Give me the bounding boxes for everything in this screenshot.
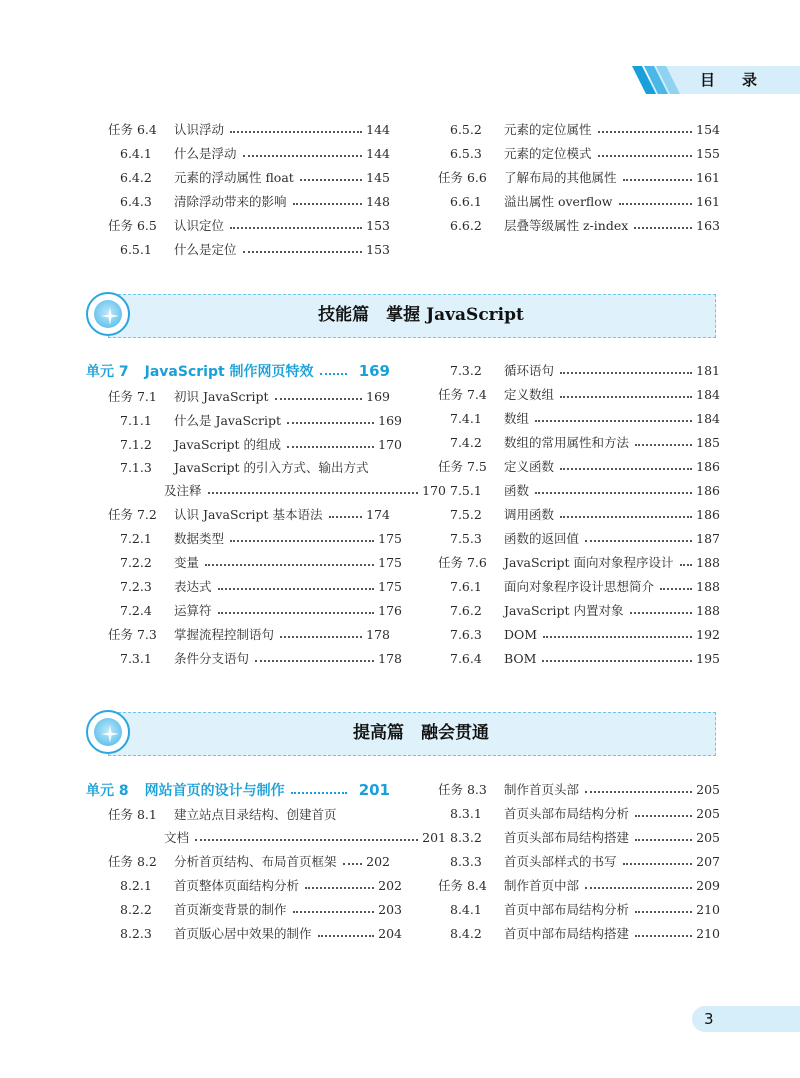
dot-leader bbox=[585, 791, 692, 793]
entry-page: 186 bbox=[696, 506, 720, 522]
entry-page: 144 bbox=[366, 121, 390, 137]
entry-number: 任务 7.2 bbox=[108, 507, 157, 522]
entry-page: 185 bbox=[696, 434, 720, 450]
entry-title: 首页渐变背景的制作 bbox=[174, 902, 287, 917]
entry-page: 175 bbox=[378, 578, 402, 594]
entry-page: 207 bbox=[696, 853, 720, 869]
entry-number: 任务 7.3 bbox=[108, 627, 157, 642]
toc-entry[interactable] bbox=[438, 382, 720, 406]
toc-entry[interactable] bbox=[438, 897, 720, 921]
dot-leader bbox=[560, 516, 692, 518]
entry-number: 7.1.3 bbox=[120, 459, 152, 475]
toc-entry[interactable] bbox=[438, 406, 720, 430]
dot-leader bbox=[623, 179, 693, 181]
entry-number: 任务 6.4 bbox=[108, 122, 157, 137]
entry-title: 建立站点目录结构、创建首页 bbox=[174, 807, 337, 822]
toc-entry[interactable] bbox=[108, 873, 402, 897]
entry-title: JavaScript 内置对象 bbox=[504, 603, 624, 618]
toc-entry[interactable] bbox=[108, 646, 402, 670]
dot-leader bbox=[560, 396, 692, 398]
toc-entry[interactable] bbox=[438, 574, 720, 598]
entry-number: 6.4.3 bbox=[120, 193, 152, 209]
entry-title: 面向对象程序设计思想简介 bbox=[504, 579, 655, 594]
toc-entry[interactable] bbox=[108, 237, 390, 261]
dot-leader bbox=[542, 660, 692, 662]
dot-leader bbox=[287, 446, 374, 448]
entry-number: 任务 7.5 bbox=[438, 459, 487, 474]
toc-entry[interactable] bbox=[438, 454, 720, 478]
toc-entry[interactable] bbox=[438, 141, 720, 165]
entry-title: 溢出属性 overflow bbox=[504, 194, 613, 209]
dot-leader bbox=[300, 179, 362, 181]
toc-entry[interactable] bbox=[108, 141, 390, 165]
entry-title: 元素的定位模式 bbox=[504, 146, 592, 161]
entry-number: 6.6.2 bbox=[450, 217, 482, 233]
entry-number: 7.2.1 bbox=[120, 530, 152, 546]
toc-column-left-1 bbox=[108, 117, 390, 261]
entry-number: 8.3.1 bbox=[450, 805, 482, 821]
entry-title: 层叠等级属性 z-index bbox=[504, 218, 629, 233]
entry-page: 161 bbox=[696, 193, 720, 209]
entry-page: 195 bbox=[696, 650, 720, 666]
toc-entry[interactable] bbox=[108, 432, 402, 456]
toc-entry[interactable] bbox=[108, 526, 402, 550]
entry-number: 7.4.1 bbox=[450, 410, 482, 426]
toc-column-right-2 bbox=[438, 358, 720, 670]
entry-title: 认识浮动 bbox=[174, 122, 225, 137]
entry-page: 210 bbox=[696, 925, 720, 941]
entry-number: 7.1.2 bbox=[120, 436, 152, 452]
entry-number: 8.3.3 bbox=[450, 853, 482, 869]
toc-entry[interactable] bbox=[108, 502, 390, 526]
toc-entry[interactable] bbox=[438, 849, 720, 873]
toc-entry[interactable] bbox=[108, 478, 446, 502]
toc-entry[interactable] bbox=[108, 408, 402, 432]
dot-leader bbox=[343, 863, 363, 865]
entry-title: 制作首页头部 bbox=[504, 782, 580, 797]
entry-number: 7.4.2 bbox=[450, 434, 482, 450]
dot-leader bbox=[291, 792, 347, 794]
toc-entry[interactable] bbox=[438, 478, 720, 502]
entry-title: 了解布局的其他属性 bbox=[504, 170, 617, 185]
entry-title: 定义数组 bbox=[504, 387, 555, 402]
entry-page: 205 bbox=[696, 781, 720, 797]
entry-page: 202 bbox=[378, 877, 402, 893]
toc-column-left-2 bbox=[86, 358, 446, 670]
entry-page: 209 bbox=[696, 877, 720, 893]
entry-number: 6.5.1 bbox=[120, 241, 152, 257]
entry-title: 什么是浮动 bbox=[174, 146, 237, 161]
entry-title: JavaScript 制作网页特效 bbox=[144, 364, 314, 380]
toc-entry[interactable] bbox=[438, 550, 720, 574]
dot-leader bbox=[598, 131, 693, 133]
dot-leader bbox=[208, 492, 419, 494]
entry-number: 7.6.2 bbox=[450, 602, 482, 618]
entry-page: 201 bbox=[358, 781, 390, 799]
entry-page: 186 bbox=[696, 458, 720, 474]
entry-page: 163 bbox=[696, 217, 720, 233]
sparkle-icon bbox=[98, 304, 122, 328]
toc-entry[interactable] bbox=[438, 502, 720, 526]
entry-number: 任务 6.5 bbox=[108, 218, 157, 233]
entry-page: 175 bbox=[378, 530, 402, 546]
toc-heading: 目 录 bbox=[700, 71, 764, 89]
page-number: 3 bbox=[704, 1010, 714, 1028]
entry-number: 任务 7.1 bbox=[108, 389, 157, 404]
entry-title: 及注释 bbox=[164, 483, 202, 498]
entry-number: 7.1.1 bbox=[120, 412, 152, 428]
toc-entry[interactable] bbox=[438, 117, 720, 141]
entry-title: 首页中部布局结构分析 bbox=[504, 902, 630, 917]
dot-leader bbox=[243, 155, 363, 157]
dot-leader bbox=[218, 588, 375, 590]
entry-title: 认识定位 bbox=[174, 218, 225, 233]
toc-entry[interactable] bbox=[108, 849, 390, 873]
part-banner-skills bbox=[86, 292, 716, 340]
toc-entry[interactable] bbox=[438, 165, 720, 189]
toc-entry[interactable] bbox=[108, 825, 446, 849]
toc-entry[interactable] bbox=[438, 921, 720, 945]
dot-leader bbox=[635, 444, 692, 446]
banner-title: 技能篇 掌握 JavaScript bbox=[318, 305, 524, 325]
dot-leader bbox=[623, 863, 693, 865]
entry-title: BOM bbox=[504, 650, 537, 666]
toc-entry[interactable] bbox=[108, 550, 402, 574]
entry-title: 分析首页结构、布局首页框架 bbox=[174, 854, 337, 869]
entry-page: 145 bbox=[366, 169, 390, 185]
entry-page: 170 bbox=[378, 436, 402, 452]
entry-page: 170 bbox=[422, 482, 446, 498]
banner-emblem bbox=[86, 710, 130, 754]
toc-entry[interactable] bbox=[438, 189, 720, 213]
entry-title: 循环语句 bbox=[504, 363, 555, 378]
dot-leader bbox=[634, 227, 692, 229]
dot-leader bbox=[660, 588, 692, 590]
entry-title: 清除浮动带来的影响 bbox=[174, 194, 287, 209]
entry-title: JavaScript 的引入方式、输出方式 bbox=[174, 460, 369, 475]
entry-title: 初识 JavaScript bbox=[174, 389, 269, 404]
toc-entry[interactable] bbox=[438, 526, 720, 550]
dot-leader bbox=[243, 251, 363, 253]
dot-leader bbox=[255, 660, 374, 662]
sparkle-icon bbox=[98, 722, 122, 746]
entry-title: 首页整体页面结构分析 bbox=[174, 878, 300, 893]
entry-page: 204 bbox=[378, 925, 402, 941]
entry-page: 178 bbox=[366, 626, 390, 642]
entry-number: 7.3.2 bbox=[450, 362, 482, 378]
toc-entry[interactable] bbox=[438, 801, 720, 825]
entry-page: 169 bbox=[366, 388, 390, 404]
entry-number: 7.2.2 bbox=[120, 554, 152, 570]
entry-number: 7.2.4 bbox=[120, 602, 152, 618]
entry-number: 6.5.2 bbox=[450, 121, 482, 137]
entry-title: 元素的浮动属性 float bbox=[174, 170, 294, 185]
toc-entry[interactable] bbox=[108, 456, 402, 478]
entry-number: 任务 8.1 bbox=[108, 807, 157, 822]
dot-leader bbox=[320, 373, 347, 375]
dot-leader bbox=[287, 422, 374, 424]
entry-title: 函数的返回值 bbox=[504, 531, 580, 546]
entry-title: 变量 bbox=[174, 555, 200, 570]
entry-page: 178 bbox=[378, 650, 402, 666]
entry-page: 161 bbox=[696, 169, 720, 185]
entry-page: 192 bbox=[696, 626, 720, 642]
entry-number: 任务 6.6 bbox=[438, 170, 487, 185]
entry-title: 首页头部样式的书写 bbox=[504, 854, 617, 869]
entry-page: 187 bbox=[696, 530, 720, 546]
entry-title: JavaScript 的组成 bbox=[174, 437, 282, 452]
dot-leader bbox=[635, 839, 692, 841]
dot-leader bbox=[535, 420, 692, 422]
dot-leader bbox=[280, 636, 362, 638]
entry-number: 任务 7.4 bbox=[438, 387, 487, 402]
entry-title: 首页头部布局结构分析 bbox=[504, 806, 630, 821]
entry-number: 8.2.3 bbox=[120, 925, 152, 941]
toc-entry[interactable] bbox=[438, 646, 720, 670]
toc-entry[interactable] bbox=[108, 213, 390, 237]
toc-entry[interactable] bbox=[108, 921, 402, 945]
dot-leader bbox=[619, 203, 693, 205]
dot-leader bbox=[205, 564, 374, 566]
entry-title: 条件分支语句 bbox=[174, 651, 250, 666]
entry-title: 什么是定位 bbox=[174, 242, 237, 257]
entry-page: 153 bbox=[366, 217, 390, 233]
entry-page: 154 bbox=[696, 121, 720, 137]
dot-leader bbox=[230, 131, 362, 133]
entry-page: 205 bbox=[696, 805, 720, 821]
entry-title: 制作首页中部 bbox=[504, 878, 580, 893]
toc-entry[interactable] bbox=[108, 165, 390, 189]
entry-number: 7.6.1 bbox=[450, 578, 482, 594]
dot-leader bbox=[543, 636, 692, 638]
dot-leader bbox=[293, 911, 375, 913]
toc-entry[interactable] bbox=[438, 777, 720, 801]
entry-page: 148 bbox=[366, 193, 390, 209]
entry-number: 6.4.2 bbox=[120, 169, 152, 185]
entry-page: 169 bbox=[378, 412, 402, 428]
entry-number: 8.2.1 bbox=[120, 877, 152, 893]
toc-entry[interactable] bbox=[108, 598, 402, 622]
banner-title: 提高篇 融会贯通 bbox=[353, 723, 489, 743]
entry-page: 188 bbox=[696, 554, 720, 570]
dot-leader bbox=[560, 372, 692, 374]
entry-number: 6.5.3 bbox=[450, 145, 482, 161]
entry-title: DOM bbox=[504, 626, 538, 642]
entry-number: 8.4.2 bbox=[450, 925, 482, 941]
entry-number: 任务 7.6 bbox=[438, 555, 487, 570]
entry-page: 155 bbox=[696, 145, 720, 161]
toc-entry[interactable] bbox=[438, 873, 720, 897]
entry-page: 188 bbox=[696, 602, 720, 618]
toc-entry[interactable] bbox=[438, 358, 720, 382]
entry-title: 调用函数 bbox=[504, 507, 555, 522]
dot-leader bbox=[680, 564, 693, 566]
entry-page: 181 bbox=[696, 362, 720, 378]
dot-leader bbox=[635, 815, 692, 817]
entry-title: 首页中部布局结构搭建 bbox=[504, 926, 630, 941]
entry-title: 首页头部布局结构搭建 bbox=[504, 830, 630, 845]
toc-entry[interactable] bbox=[108, 803, 390, 825]
entry-number: 单元 8 bbox=[86, 783, 129, 799]
toc-entry[interactable] bbox=[108, 117, 390, 141]
dot-leader bbox=[318, 935, 375, 937]
entry-number: 单元 7 bbox=[86, 364, 129, 380]
dot-leader bbox=[598, 155, 693, 157]
entry-title: 首页版心居中效果的制作 bbox=[174, 926, 312, 941]
entry-page: 153 bbox=[366, 241, 390, 257]
dot-leader bbox=[560, 468, 692, 470]
toc-entry[interactable] bbox=[108, 574, 402, 598]
dot-leader bbox=[585, 887, 692, 889]
entry-page: 176 bbox=[378, 602, 402, 618]
dot-leader bbox=[535, 492, 692, 494]
dot-leader bbox=[635, 935, 692, 937]
entry-title: 表达式 bbox=[174, 579, 212, 594]
entry-number: 7.5.2 bbox=[450, 506, 482, 522]
entry-number: 8.3.2 bbox=[450, 829, 482, 845]
toc-column-right-3 bbox=[438, 777, 720, 945]
entry-number: 任务 8.2 bbox=[108, 854, 157, 869]
dot-leader bbox=[218, 612, 375, 614]
entry-page: 144 bbox=[366, 145, 390, 161]
entry-title: 运算符 bbox=[174, 603, 212, 618]
entry-page: 169 bbox=[358, 362, 390, 380]
toc-column-left-3 bbox=[86, 777, 446, 945]
entry-title: 数组的常用属性和方法 bbox=[504, 435, 630, 450]
toc-entry[interactable] bbox=[438, 430, 720, 454]
entry-number: 7.5.1 bbox=[450, 482, 482, 498]
entry-title: 数组 bbox=[504, 411, 530, 426]
entry-number: 6.4.1 bbox=[120, 145, 152, 161]
entry-page: 203 bbox=[378, 901, 402, 917]
toc-entry[interactable] bbox=[108, 622, 390, 646]
entry-title: 什么是 JavaScript bbox=[174, 413, 282, 428]
entry-number: 8.4.1 bbox=[450, 901, 482, 917]
dot-leader bbox=[630, 612, 693, 614]
dot-leader bbox=[195, 839, 418, 841]
dot-leader bbox=[635, 911, 692, 913]
toc-entry[interactable] bbox=[438, 825, 720, 849]
entry-title: 网站首页的设计与制作 bbox=[144, 783, 285, 799]
toc-entry[interactable] bbox=[108, 897, 402, 921]
entry-title: 掌握流程控制语句 bbox=[174, 627, 275, 642]
entry-number: 7.6.4 bbox=[450, 650, 482, 666]
entry-page: 210 bbox=[696, 901, 720, 917]
banner-emblem bbox=[86, 292, 130, 336]
entry-title: 函数 bbox=[504, 483, 530, 498]
entry-page: 174 bbox=[366, 506, 390, 522]
entry-number: 7.5.3 bbox=[450, 530, 482, 546]
dot-leader bbox=[230, 540, 374, 542]
toc-entry[interactable] bbox=[108, 384, 390, 408]
entry-page: 175 bbox=[378, 554, 402, 570]
toc-entry[interactable] bbox=[438, 213, 720, 237]
toc-entry[interactable] bbox=[438, 622, 720, 646]
entry-page: 201 bbox=[422, 829, 446, 845]
entry-page: 184 bbox=[696, 386, 720, 402]
entry-number: 任务 8.4 bbox=[438, 878, 487, 893]
entry-page: 202 bbox=[366, 853, 390, 869]
entry-page: 186 bbox=[696, 482, 720, 498]
entry-page: 205 bbox=[696, 829, 720, 845]
part-banner-advanced bbox=[86, 710, 716, 758]
dot-leader bbox=[275, 398, 363, 400]
entry-title: 认识 JavaScript 基本语法 bbox=[174, 507, 323, 522]
entry-title: JavaScript 面向对象程序设计 bbox=[504, 555, 674, 570]
dot-leader bbox=[585, 540, 692, 542]
entry-title: 文档 bbox=[164, 830, 190, 845]
entry-number: 7.3.1 bbox=[120, 650, 152, 666]
dot-leader bbox=[305, 887, 374, 889]
entry-title: 元素的定位属性 bbox=[504, 122, 592, 137]
entry-number: 6.6.1 bbox=[450, 193, 482, 209]
dot-leader bbox=[230, 227, 362, 229]
entry-page: 188 bbox=[696, 578, 720, 594]
dot-leader bbox=[293, 203, 363, 205]
entry-title: 数据类型 bbox=[174, 531, 225, 546]
entry-number: 7.2.3 bbox=[120, 578, 152, 594]
toc-entry[interactable] bbox=[108, 189, 390, 213]
entry-page: 184 bbox=[696, 410, 720, 426]
dot-leader bbox=[329, 516, 363, 518]
toc-unit-entry[interactable] bbox=[86, 358, 390, 384]
entry-number: 任务 8.3 bbox=[438, 782, 487, 797]
toc-unit-entry[interactable] bbox=[86, 777, 390, 803]
toc-column-right-1 bbox=[438, 117, 720, 237]
entry-number: 8.2.2 bbox=[120, 901, 152, 917]
entry-title: 定义函数 bbox=[504, 459, 555, 474]
entry-number: 7.6.3 bbox=[450, 626, 482, 642]
toc-entry[interactable] bbox=[438, 598, 720, 622]
